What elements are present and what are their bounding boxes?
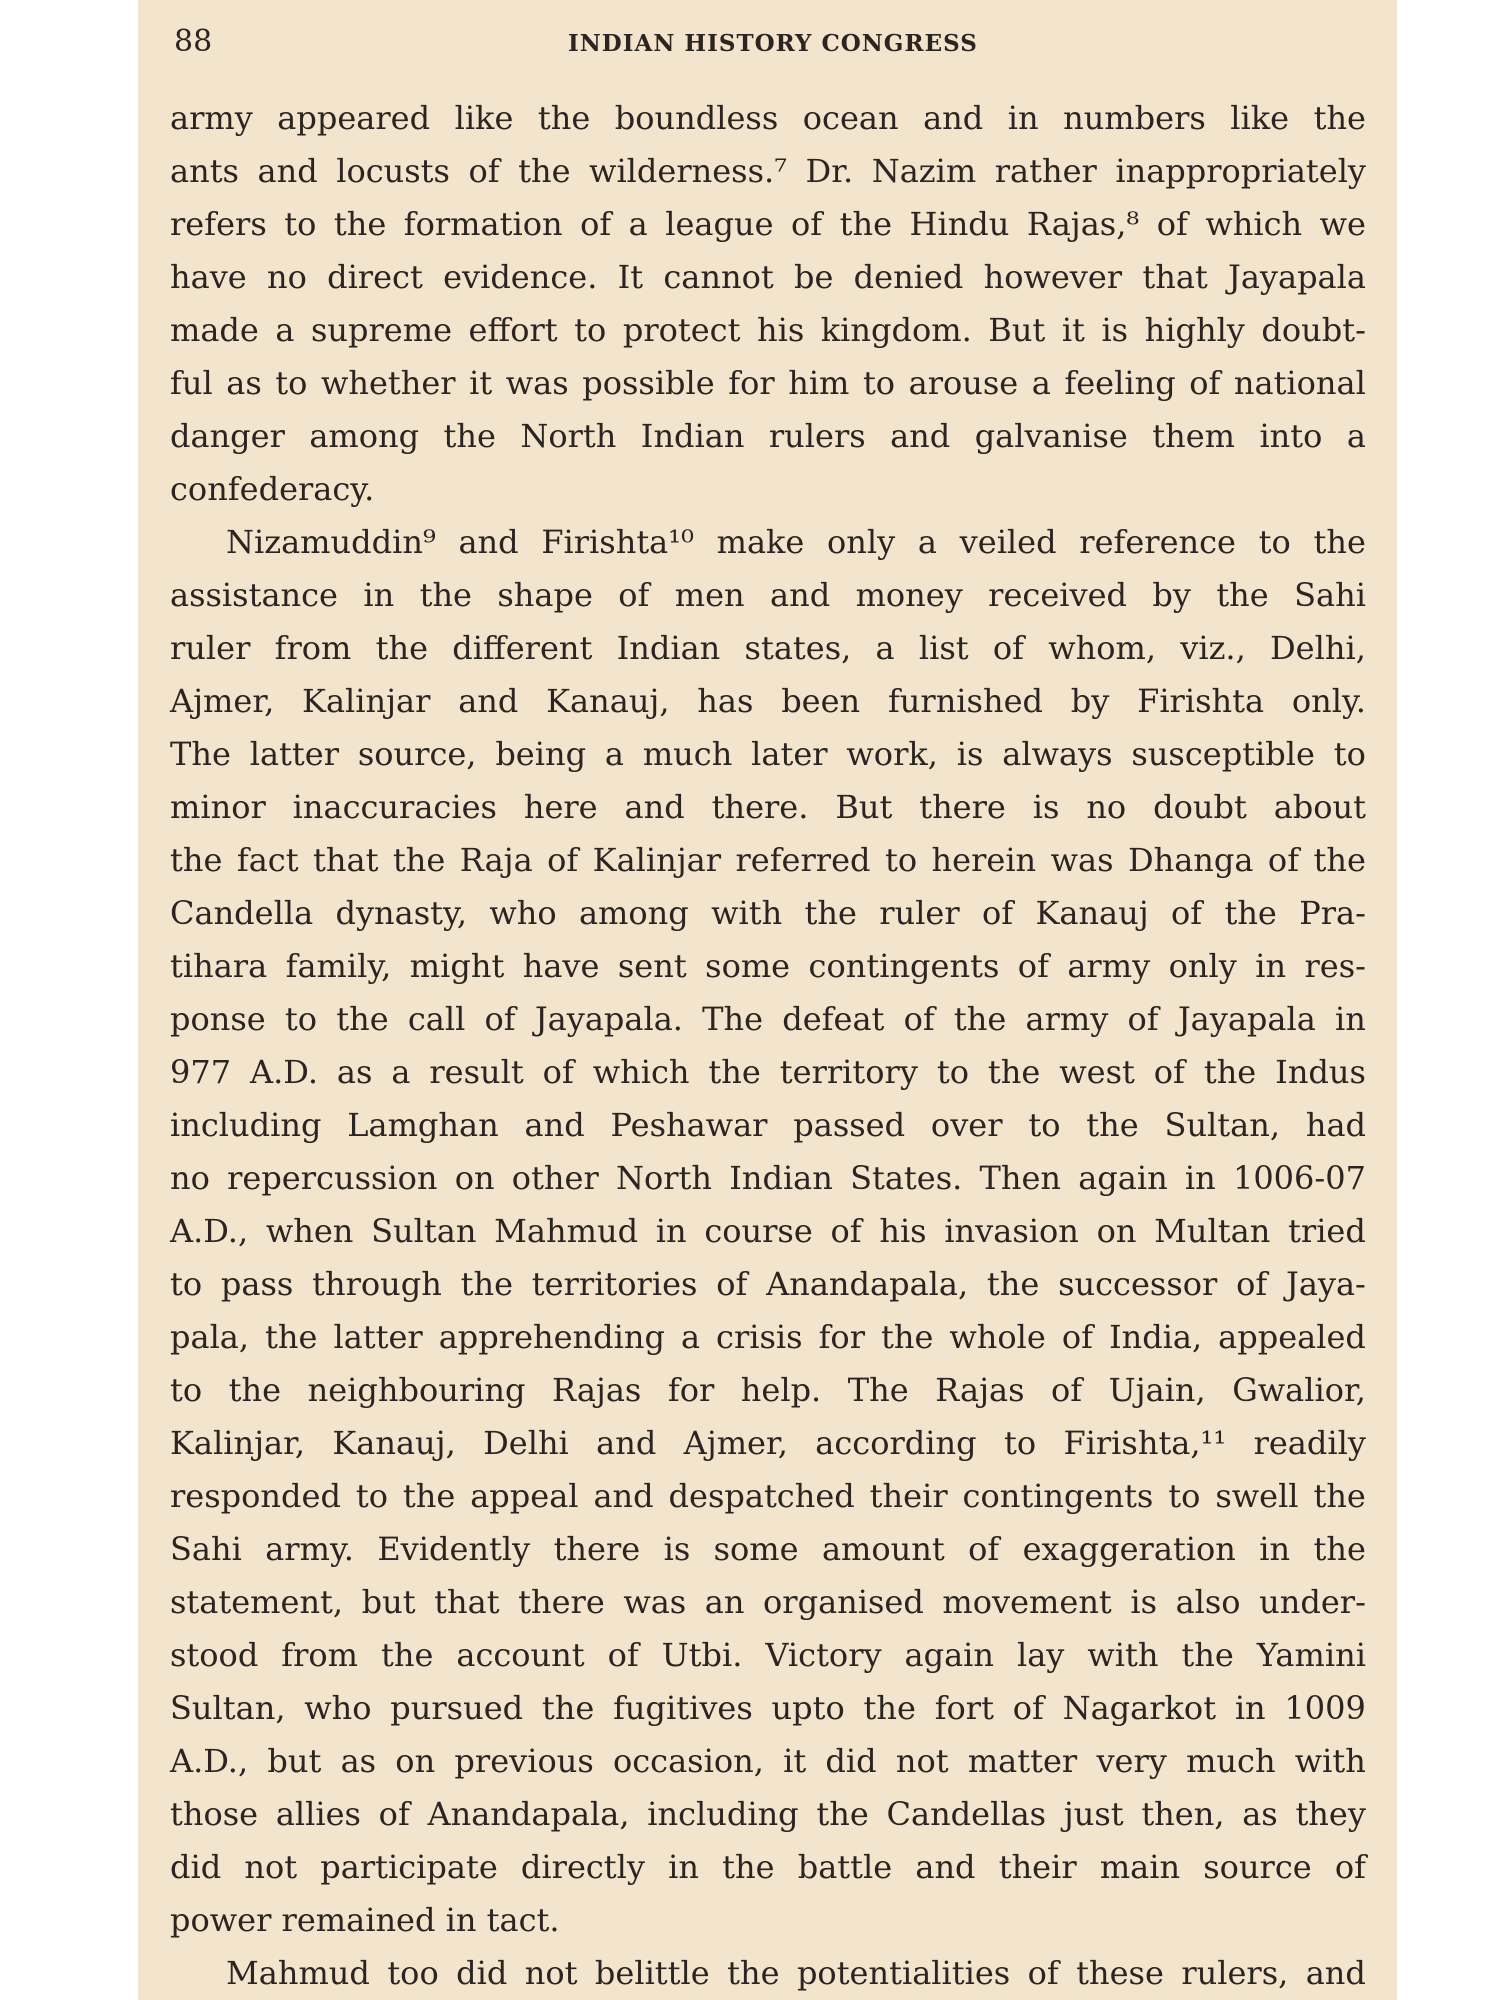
- text-line: Kalinjar, Kanauj, Delhi and Ajmer, according to Firishta,¹¹ readily: [170, 1424, 1366, 1462]
- body-text: [170, 92, 1366, 2000]
- text-line: army appeared like the boundless ocean and in numbers like the: [170, 99, 1366, 137]
- text-line: danger among the North Indian rulers and galvanise them into a: [170, 417, 1366, 455]
- text-line: responded to the appeal and despatched their contingents to swell the: [170, 1477, 1366, 1515]
- running-head: INDIAN HISTORY CONGRESS: [568, 30, 978, 57]
- text-line: statement, but that there was an organised movement is also under-: [170, 1583, 1366, 1621]
- text-line: did not participate directly in the battle and their main source of: [170, 1848, 1366, 1886]
- text-line: Candella dynasty, who among with the ruler of Kanauj of the Pra-: [170, 894, 1366, 932]
- text-line: refers to the formation of a league of the Hindu Rajas,⁸ of which we: [170, 205, 1366, 243]
- text-line: assistance in the shape of men and money received by the Sahi: [170, 576, 1366, 614]
- text-line: Sahi army. Evidently there is some amount of exaggeration in the: [170, 1530, 1366, 1568]
- text-line: the fact that the Raja of Kalinjar referred to herein was Dhanga of the: [170, 841, 1366, 879]
- text-line: pala, the latter apprehending a crisis for the whole of India, appealed: [170, 1318, 1366, 1356]
- text-line: The latter source, being a much later work, is always susceptible to: [170, 735, 1366, 773]
- text-line: tihara family, might have sent some contingents of army only in res-: [170, 947, 1366, 985]
- page-header: [138, 24, 1397, 64]
- text-line: A.D., but as on previous occasion, it did not matter very much with: [170, 1742, 1366, 1780]
- page-number: 88: [174, 24, 213, 59]
- text-line: have no direct evidence. It cannot be denied however that Jayapala: [170, 258, 1366, 296]
- text-line: ponse to the call of Jayapala. The defeat of the army of Jayapala in: [170, 1000, 1366, 1038]
- book-page: [138, 0, 1397, 2000]
- text-line: ants and locusts of the wilderness.⁷ Dr. Nazim rather inappropriately: [170, 152, 1366, 190]
- text-line: stood from the account of Utbi. Victory again lay with the Yamini: [170, 1636, 1366, 1674]
- text-line: 977 A.D. as a result of which the territory to the west of the Indus: [170, 1053, 1366, 1091]
- text-line: those allies of Anandapala, including the Candellas just then, as they: [170, 1795, 1366, 1833]
- text-line: Mahmud too did not belittle the potentialities of these rulers, and: [226, 1954, 1366, 1992]
- text-line: A.D., when Sultan Mahmud in course of his invasion on Multan tried: [170, 1212, 1366, 1250]
- text-line: confederacy.: [170, 470, 375, 508]
- text-line: power remained in tact.: [170, 1901, 560, 1939]
- text-line: to the neighbouring Rajas for help. The Rajas of Ujain, Gwalior,: [170, 1371, 1366, 1409]
- text-line: Sultan, who pursued the fugitives upto the fort of Nagarkot in 1009: [170, 1689, 1366, 1727]
- text-line: made a supreme effort to protect his kingdom. But it is highly doubt-: [170, 311, 1366, 349]
- text-line: ful as to whether it was possible for him to arouse a feeling of national: [170, 364, 1366, 402]
- text-line: ruler from the different Indian states, a list of whom, viz., Delhi,: [170, 629, 1366, 667]
- text-line: Nizamuddin⁹ and Firishta¹⁰ make only a veiled reference to the: [226, 523, 1366, 561]
- text-line: minor inaccuracies here and there. But there is no doubt about: [170, 788, 1366, 826]
- text-line: to pass through the territories of Anandapala, the successor of Jaya-: [170, 1265, 1366, 1303]
- text-line: including Lamghan and Peshawar passed over to the Sultan, had: [170, 1106, 1366, 1144]
- text-line: no repercussion on other North Indian States. Then again in 1006-07: [170, 1159, 1366, 1197]
- text-line: Ajmer, Kalinjar and Kanauj, has been furnished by Firishta only.: [170, 682, 1366, 720]
